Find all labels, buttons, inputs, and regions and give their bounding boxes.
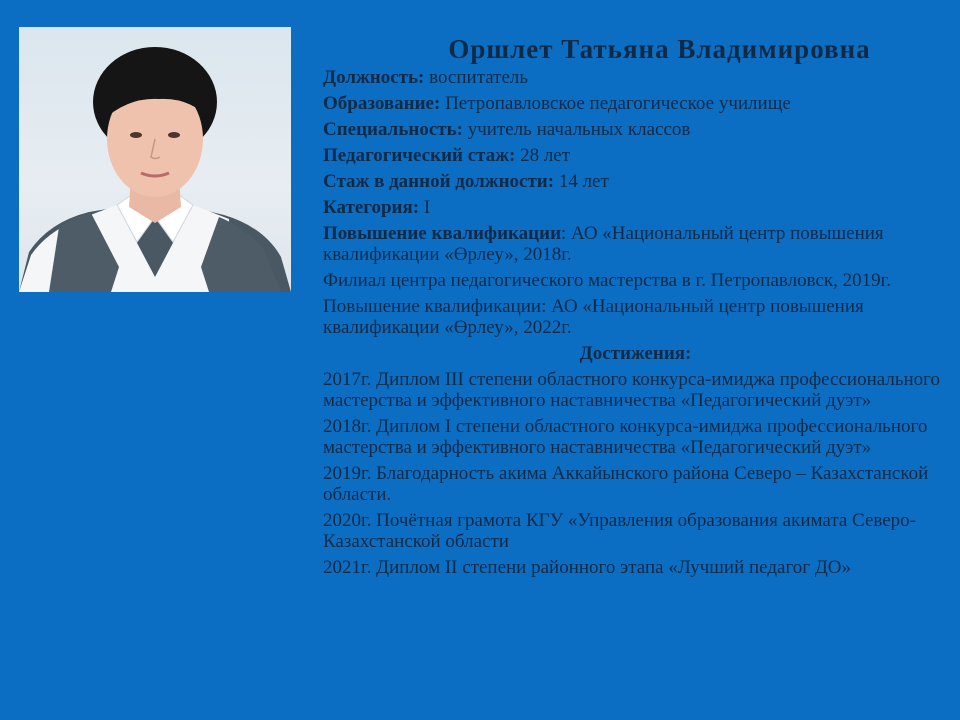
portrait-icon	[19, 27, 291, 292]
ped-experience-label: Педагогический стаж:	[323, 145, 516, 166]
ped-experience-row	[323, 145, 948, 166]
extra-training-2: Повышение квалификации: АО «Национальный центр повышения квалификации «Өрлеу», 2022г.	[323, 296, 864, 338]
qualification-value: : АО «Национальный центр повышения квалификации «Өрлеу», 2018г.	[323, 223, 884, 265]
achievement-item: 2021г. Диплом II степени районного этапа «Лучший педагог ДО»	[323, 557, 852, 578]
achievement-item: 2018г. Диплом I степени областного конкурса-имиджа профессионального мастерства и эффективного наставничества «Педагогический дуэт»	[323, 416, 928, 458]
achievement-item: 2020г. Почётная грамота КГУ «Управления образования акимата Северо-Казахстанской области	[323, 510, 916, 552]
education-value: Петропавловское педагогическое училище	[440, 93, 791, 114]
qualification-label: Повышение квалификации	[323, 223, 562, 244]
specialty-row	[323, 119, 948, 140]
specialty-value: учитель начальных классов	[462, 119, 691, 140]
profile-content	[323, 34, 948, 583]
position-experience-row	[323, 171, 948, 192]
position-value: воспитатель	[424, 67, 529, 88]
category-row	[323, 197, 948, 218]
qualification-row	[323, 223, 948, 265]
achievements-heading: Достижения:	[579, 343, 692, 364]
portrait-photo	[19, 27, 291, 292]
extra-training-1: Филиал центра педагогического мастерства в г. Петропавловск, 2019г.	[323, 270, 892, 291]
achievement-item: 2019г. Благодарность акима Аккайынского района Северо – Казахстанской области.	[323, 463, 929, 505]
position-label: Должность:	[323, 67, 425, 88]
person-name: Оршлет Татьяна Владимировна	[448, 34, 871, 64]
specialty-label: Специальность:	[323, 119, 463, 140]
position-experience-label: Стаж в данной должности:	[323, 171, 555, 192]
position-row	[323, 67, 948, 88]
achievement-item: 2017г. Диплом III степени областного конкурса-имиджа профессионального мастерства и эффективного наставничества «Педагогический дуэт»	[323, 369, 940, 411]
category-value: I	[419, 197, 431, 218]
education-label: Образование:	[323, 93, 441, 114]
ped-experience-value: 28 лет	[515, 145, 571, 166]
education-row	[323, 93, 948, 114]
category-label: Категория:	[323, 197, 420, 218]
position-experience-value: 14 лет	[554, 171, 609, 192]
